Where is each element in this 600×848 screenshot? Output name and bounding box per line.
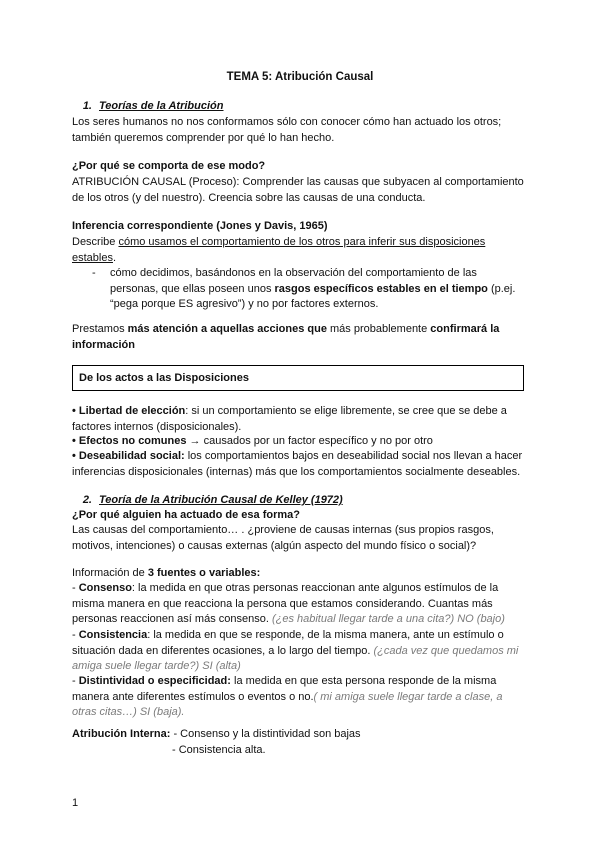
inferencia-heading: Inferencia correspondiente (Jones y Davis, 1965) — [72, 220, 328, 232]
inferencia-desc-underlined: cómo usamos el comportamiento de los otros para inferir sus disposiciones estables — [72, 236, 486, 264]
bullet-libertad-text: : si un comportamiento se elige libremente, se cree que se debe a factores internos (disposicionales). — [72, 405, 507, 433]
consistencia-text: : la medida en que se responde, de la misma manera, ante un estímulo o situación dada en diferentes ocasiones, a lo largo del tiempo. — [72, 629, 504, 657]
consenso-text: : la medida en que otras personas reaccionan ante algunos estímulos de la misma manera en que reacciona la persona que estamos considerando. Cuantas más personas reaccionen así más consenso. — [72, 582, 499, 626]
bullet-libertad-label: • Libertad de elección — [72, 405, 186, 417]
inferencia-list-item — [92, 266, 522, 313]
boxed-subheading: De los actos a las Disposiciones — [72, 365, 524, 391]
consistencia-example: (¿cada vez que quedamos mi amiga suele llegar tarde?) SI (alta) — [72, 644, 519, 673]
inferencia-item-text — [110, 266, 522, 313]
consistencia-label: Consistencia — [78, 629, 148, 641]
section-1-number: 1. — [82, 100, 92, 112]
section-2-title: Teoría de la Atribución Causal de Kelley (1972) — [99, 494, 343, 506]
section-2-heading — [72, 493, 528, 509]
causas-paragraph: Las causas del comportamiento… . ¿proviene de causas internas (sus propios rasgos, motivos, intenciones) o causas externas (algún aspecto del mundo físico o social)? — [72, 524, 494, 552]
bullet-efectos-text: → causados por un factor específico y no por otro — [186, 435, 433, 447]
prestamos-bold-2: confirmará la información — [72, 323, 500, 351]
atribucion-causal-paragraph: ATRIBUCIÓN CAUSAL (Proceso): Comprender las causas que subyacen al comportamiento de los otros (y del nuestro). Creencia sobre las causas de una conducta. — [72, 176, 524, 204]
distintividad-text: la medida en que esta persona responde de la misma manera ante diferentes estímulos o eventos o no. — [72, 675, 497, 703]
bullet-efectos — [72, 434, 528, 450]
atribucion-interna-text-1: - Consenso y la distintividad son bajas — [170, 728, 361, 740]
atribucion-interna-line-1 — [72, 727, 528, 743]
distintividad-example: ( mi amiga suele llegar tarde a clase, a otras citas…) SI (baja). — [72, 690, 503, 719]
inferencia-item-bold: rasgos específicos estables en el tiempo — [274, 282, 488, 295]
prestamos-bold-1: más atención a aquellas acciones que — [127, 323, 327, 335]
dash-marker: - — [92, 267, 96, 279]
bullet-libertad — [72, 404, 528, 435]
atribucion-interna-line-2: - Consistencia alta. — [172, 744, 266, 756]
page-number: 1 — [72, 797, 79, 809]
section-1-title: Teorías de la Atribución — [99, 100, 224, 112]
inferencia-item-pre: cómo decidimos, basándonos en la observación del comportamiento de las personas, que ellas poseen unos — [110, 267, 477, 295]
page-title: TEMA 5: Atribución Causal — [226, 71, 374, 83]
consistencia-paragraph — [72, 628, 528, 675]
bullet-efectos-label: • Efectos no comunes — [72, 435, 187, 447]
informacion-text: Información de — [72, 567, 148, 579]
section-1-heading — [72, 99, 528, 115]
informacion-bold: 3 fuentes o variables: — [147, 567, 261, 579]
consenso-example: (¿es habitual llegar tarde a una cita?) NO (bajo) — [271, 613, 505, 626]
consistencia-dash: - — [72, 629, 79, 641]
section-2-number: 2. — [82, 494, 92, 506]
inferencia-item-post: (p.ej. “pega porque ES agresivo”) y no por factores externos. — [110, 282, 516, 311]
inferencia-description — [72, 235, 528, 266]
bullet-deseabilidad — [72, 449, 528, 480]
bullet-deseabilidad-text: los comportamientos bajos en deseabilidad social nos llevan a hacer inferencias disposicionales (internas) más que los comportamientos socialmente deseables. — [72, 450, 523, 478]
prestamos-text-1: Prestamos — [72, 323, 128, 335]
bullet-deseabilidad-label: • Deseabilidad social: — [72, 450, 185, 462]
inferencia-desc-end: . — [112, 251, 117, 264]
consenso-paragraph — [72, 581, 528, 628]
prestamos-paragraph — [72, 322, 528, 353]
intro-paragraph: Los seres humanos no nos conformamos sólo con conocer cómo han actuado los otros; también queremos comprender por qué lo han hecho. — [72, 116, 502, 144]
question-heading-2: ¿Por qué alguien ha actuado de esa forma? — [72, 509, 300, 521]
distintividad-paragraph — [72, 674, 528, 721]
consenso-dash: - — [72, 582, 79, 594]
prestamos-text-2: más probablemente — [326, 323, 431, 335]
inferencia-desc-text: Describe — [72, 236, 119, 248]
consenso-label: Consenso — [78, 582, 132, 594]
informacion-line — [72, 566, 528, 582]
distintividad-dash: - — [72, 675, 79, 687]
question-heading-1: ¿Por qué se comporta de ese modo? — [72, 160, 266, 172]
distintividad-label: Distintividad o especificidad: — [78, 675, 231, 687]
atribucion-interna-label: Atribución Interna: — [72, 728, 171, 740]
